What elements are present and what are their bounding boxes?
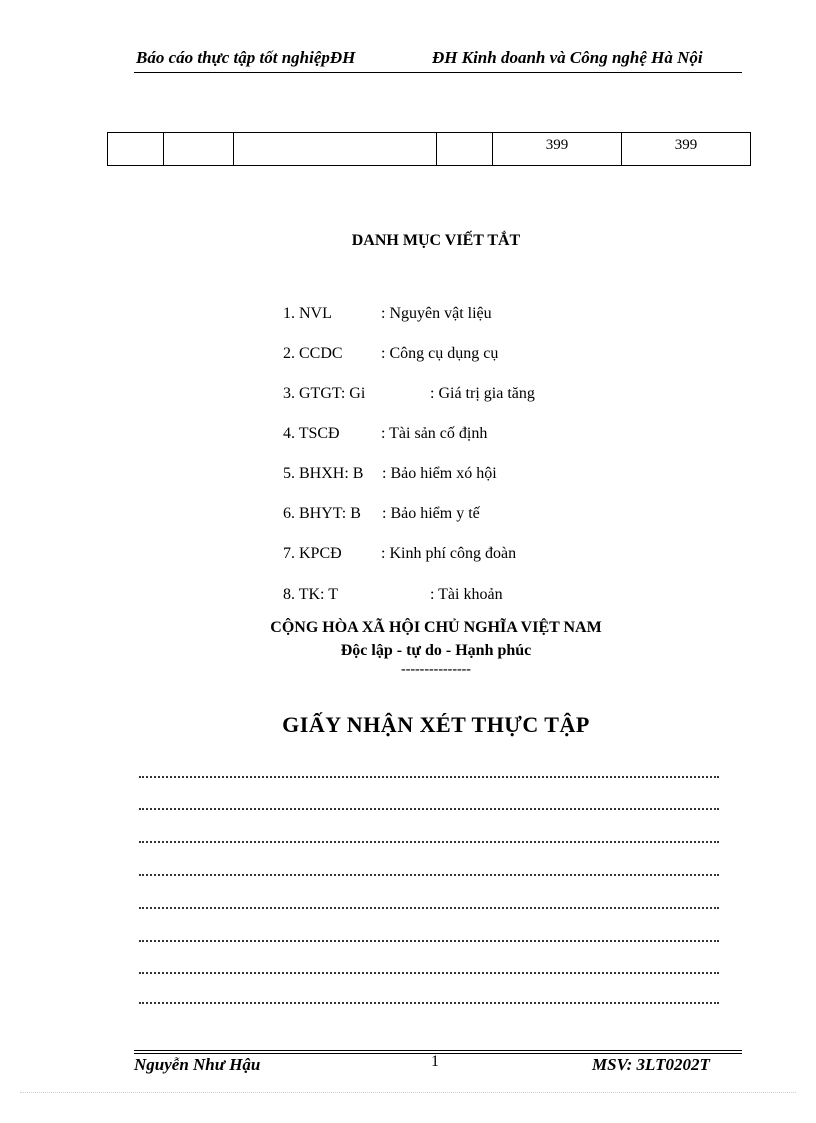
header-rule (134, 72, 742, 73)
republic-divider: --------------- (401, 662, 471, 677)
page-edge-divider (20, 1092, 796, 1093)
comment-line (139, 1002, 719, 1004)
abbr-meaning: : Công cụ dụng cụ (381, 345, 499, 362)
abbr-meaning: : Bảo hiểm xó hội (382, 465, 497, 482)
comment-line (139, 972, 719, 974)
abbr-meaning: : Giá trị gia tăng (430, 385, 535, 402)
abbr-code: 7. KPCĐ (283, 545, 342, 562)
abbr-meaning: : Bảo hiểm y tế (382, 505, 480, 522)
abbreviations-title: DANH MỤC VIẾT TẮT (351, 232, 521, 249)
table-cell (234, 133, 437, 166)
comment-line (139, 940, 719, 942)
abbr-meaning: : Nguyên vật liệu (381, 305, 492, 322)
table-cell: 399 (622, 133, 751, 166)
comment-line (139, 776, 719, 778)
abbr-meaning: : Tài sản cố định (381, 425, 488, 442)
republic-title: CỘNG HÒA XÃ HỘI CHỦ NGHĨA VIỆT NAM (270, 619, 602, 636)
table-cell (437, 133, 493, 166)
comment-line (139, 808, 719, 810)
abbr-meaning: : Kinh phí công đoàn (381, 545, 517, 562)
table-cell (164, 133, 234, 166)
page-number: 1 (431, 1053, 439, 1070)
abbr-code: 3. GTGT: Gi (283, 385, 366, 402)
comment-line (139, 907, 719, 909)
table-cell: 399 (493, 133, 622, 166)
republic-motto: Độc lập - tự do - Hạnh phúc (340, 642, 532, 659)
abbr-meaning: : Tài khoản (430, 586, 503, 603)
abbr-code: 6. BHYT: B (283, 505, 361, 522)
header-right-title: ĐH Kinh doanh và Công nghệ Hà Nội (432, 48, 703, 67)
data-table (107, 132, 751, 166)
abbr-code: 8. TK: T (283, 586, 338, 603)
footer-student-id: MSV: 3LT0202T (592, 1055, 710, 1074)
header-left-title: Báo cáo thực tập tốt nghiệpĐH (136, 48, 356, 67)
abbr-code: 4. TSCĐ (283, 425, 340, 442)
comment-line (139, 841, 719, 843)
abbr-code: 2. CCDC (283, 345, 343, 362)
footer-rule (134, 1050, 742, 1051)
comment-line (139, 874, 719, 876)
abbr-code: 1. NVL (283, 305, 332, 322)
table-row (108, 133, 751, 166)
footer-author: Nguyễn Như Hậu (134, 1055, 261, 1074)
table-cell (108, 133, 164, 166)
form-title: GIẤY NHẬN XÉT THỰC TẬP (282, 712, 590, 737)
abbr-code: 5. BHXH: B (283, 465, 364, 482)
